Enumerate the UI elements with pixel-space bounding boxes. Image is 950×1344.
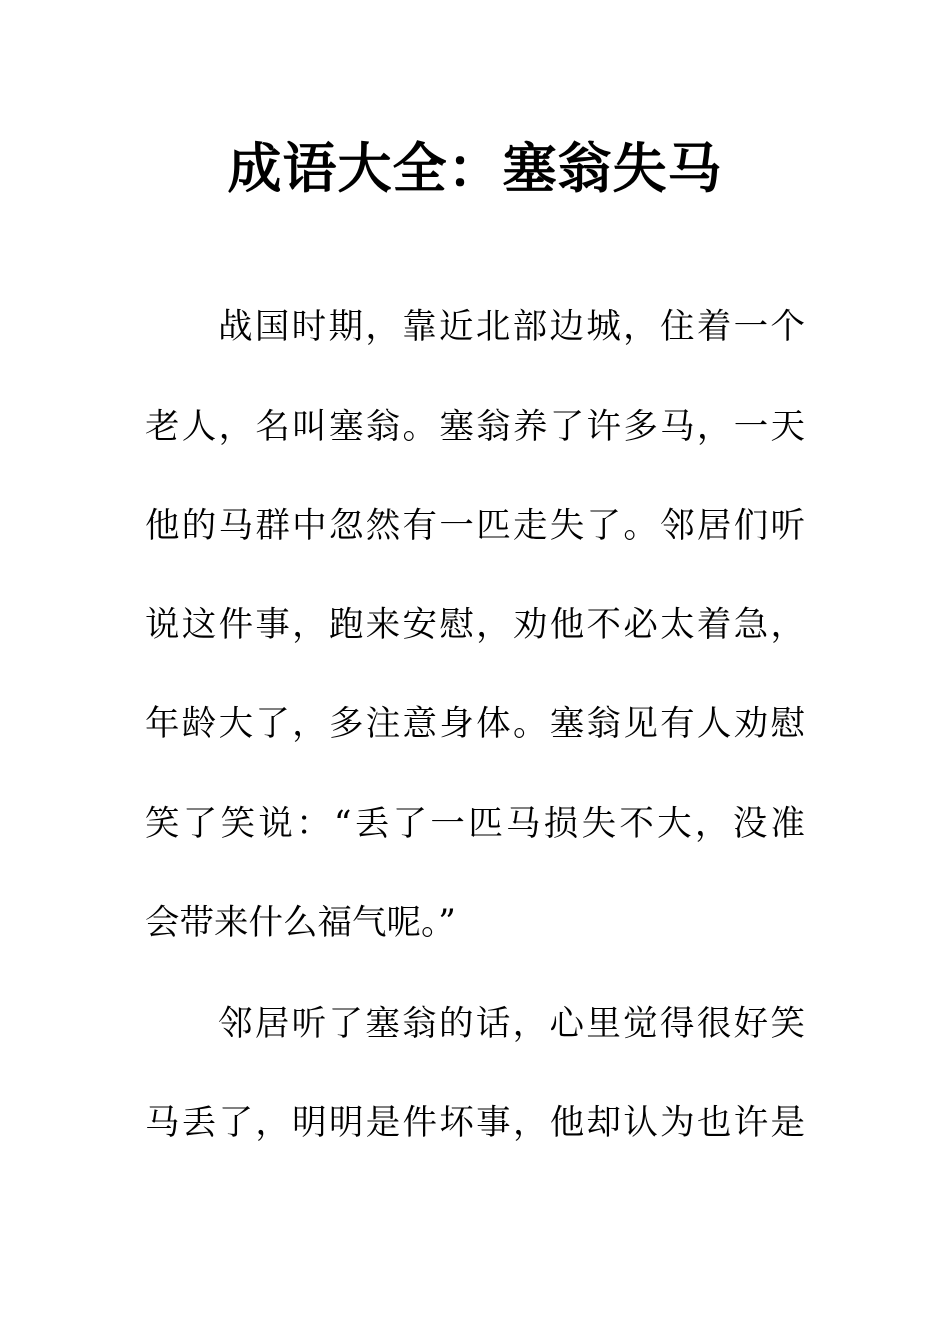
paragraph-1-line-2: 老人，名叫塞翁。塞翁养了许多马，一天 [145, 407, 805, 447]
paragraph-1-line-4: 说这件事，跑来安慰，劝他不必太着急， [145, 605, 805, 645]
paragraph-1-line-7: 会带来什么福气呢。” [145, 903, 456, 943]
document-title: 成语大全：塞翁失马 [227, 136, 723, 200]
paragraph-1-line-1: 战国时期，靠近北部边城，住着一个 [218, 307, 805, 347]
paragraph-2-line-1: 邻居听了塞翁的话，心里觉得很好笑 [218, 1004, 805, 1044]
paragraph-1-line-3: 他的马群中忽然有一匹走失了。邻居们听 [145, 506, 805, 546]
paragraph-2-line-2: 马丢了，明明是件坏事，他却认为也许是 [145, 1103, 805, 1143]
paragraph-1-line-5: 年龄大了，多注意身体。塞翁见有人劝慰 [145, 704, 805, 744]
paragraph-1-line-6: 笑了笑说：“丢了一匹马损失不大，没准 [145, 804, 805, 844]
